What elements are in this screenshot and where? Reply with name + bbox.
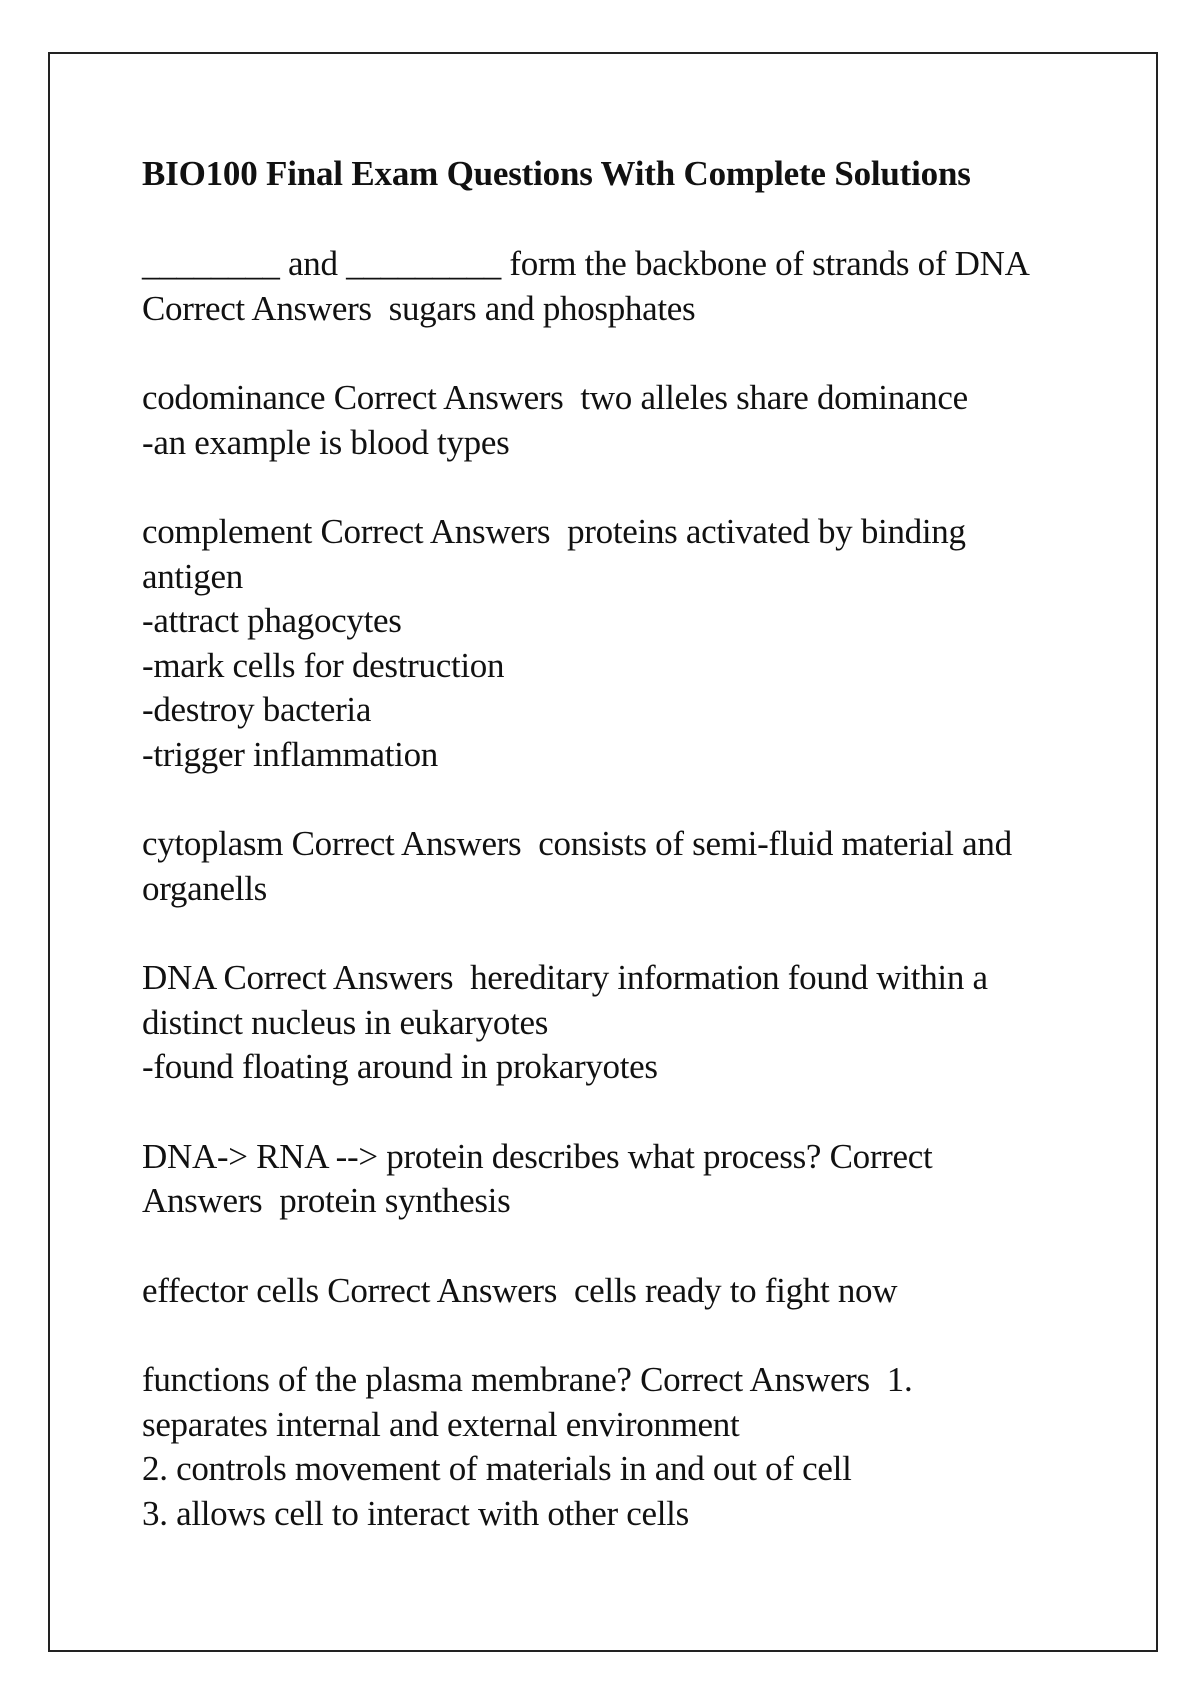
qa-item — [142, 822, 1082, 911]
qa-line: -trigger inflammation — [142, 734, 438, 774]
document-title: BIO100 Final Exam Questions With Complete Solutions — [142, 154, 971, 193]
qa-item — [142, 376, 1082, 465]
qa-line: -an example is blood types — [142, 422, 510, 462]
qa-line: ________ and _________ form the backbone of strands of DNA — [142, 244, 1030, 283]
qa-line: organells — [142, 868, 267, 908]
qa-line: -attract phagocytes — [142, 601, 402, 640]
qa-line: Answers protein synthesis — [142, 1181, 511, 1220]
document-body — [142, 152, 1082, 1581]
qa-line: complement Correct Answers proteins activated by binding — [142, 512, 966, 551]
qa-line: codominance Correct Answers two alleles share dominance — [142, 378, 968, 417]
qa-item — [142, 1269, 1082, 1314]
qa-line: Correct Answers sugars and phosphates — [142, 288, 696, 328]
qa-line: distinct nucleus in eukaryotes — [142, 1002, 549, 1042]
qa-line: separates internal and external environment — [142, 1404, 740, 1444]
qa-line: -mark cells for destruction — [142, 645, 505, 685]
qa-line: -found floating around in prokaryotes — [142, 1047, 658, 1086]
qa-item — [142, 510, 1082, 777]
qa-line: antigen — [142, 556, 243, 596]
qa-item — [142, 242, 1082, 331]
qa-line: functions of the plasma membrane? Correct Answers 1. — [142, 1360, 913, 1399]
qa-line: 3. allows cell to interact with other cells — [142, 1493, 689, 1533]
qa-item — [142, 956, 1082, 1090]
qa-line: -destroy bacteria — [142, 690, 372, 729]
qa-line: 2. controls movement of materials in and out of cell — [142, 1449, 852, 1488]
qa-line: DNA-> RNA --> protein describes what process? Correct — [142, 1136, 933, 1176]
qa-line: effector cells Correct Answers cells ready to fight now — [142, 1270, 898, 1310]
qa-line: cytoplasm Correct Answers consists of semi-fluid material and — [142, 824, 1012, 863]
qa-line: DNA Correct Answers hereditary information found within a — [142, 958, 988, 997]
qa-item — [142, 1358, 1082, 1536]
qa-list — [142, 242, 1082, 1536]
qa-item — [142, 1135, 1082, 1224]
